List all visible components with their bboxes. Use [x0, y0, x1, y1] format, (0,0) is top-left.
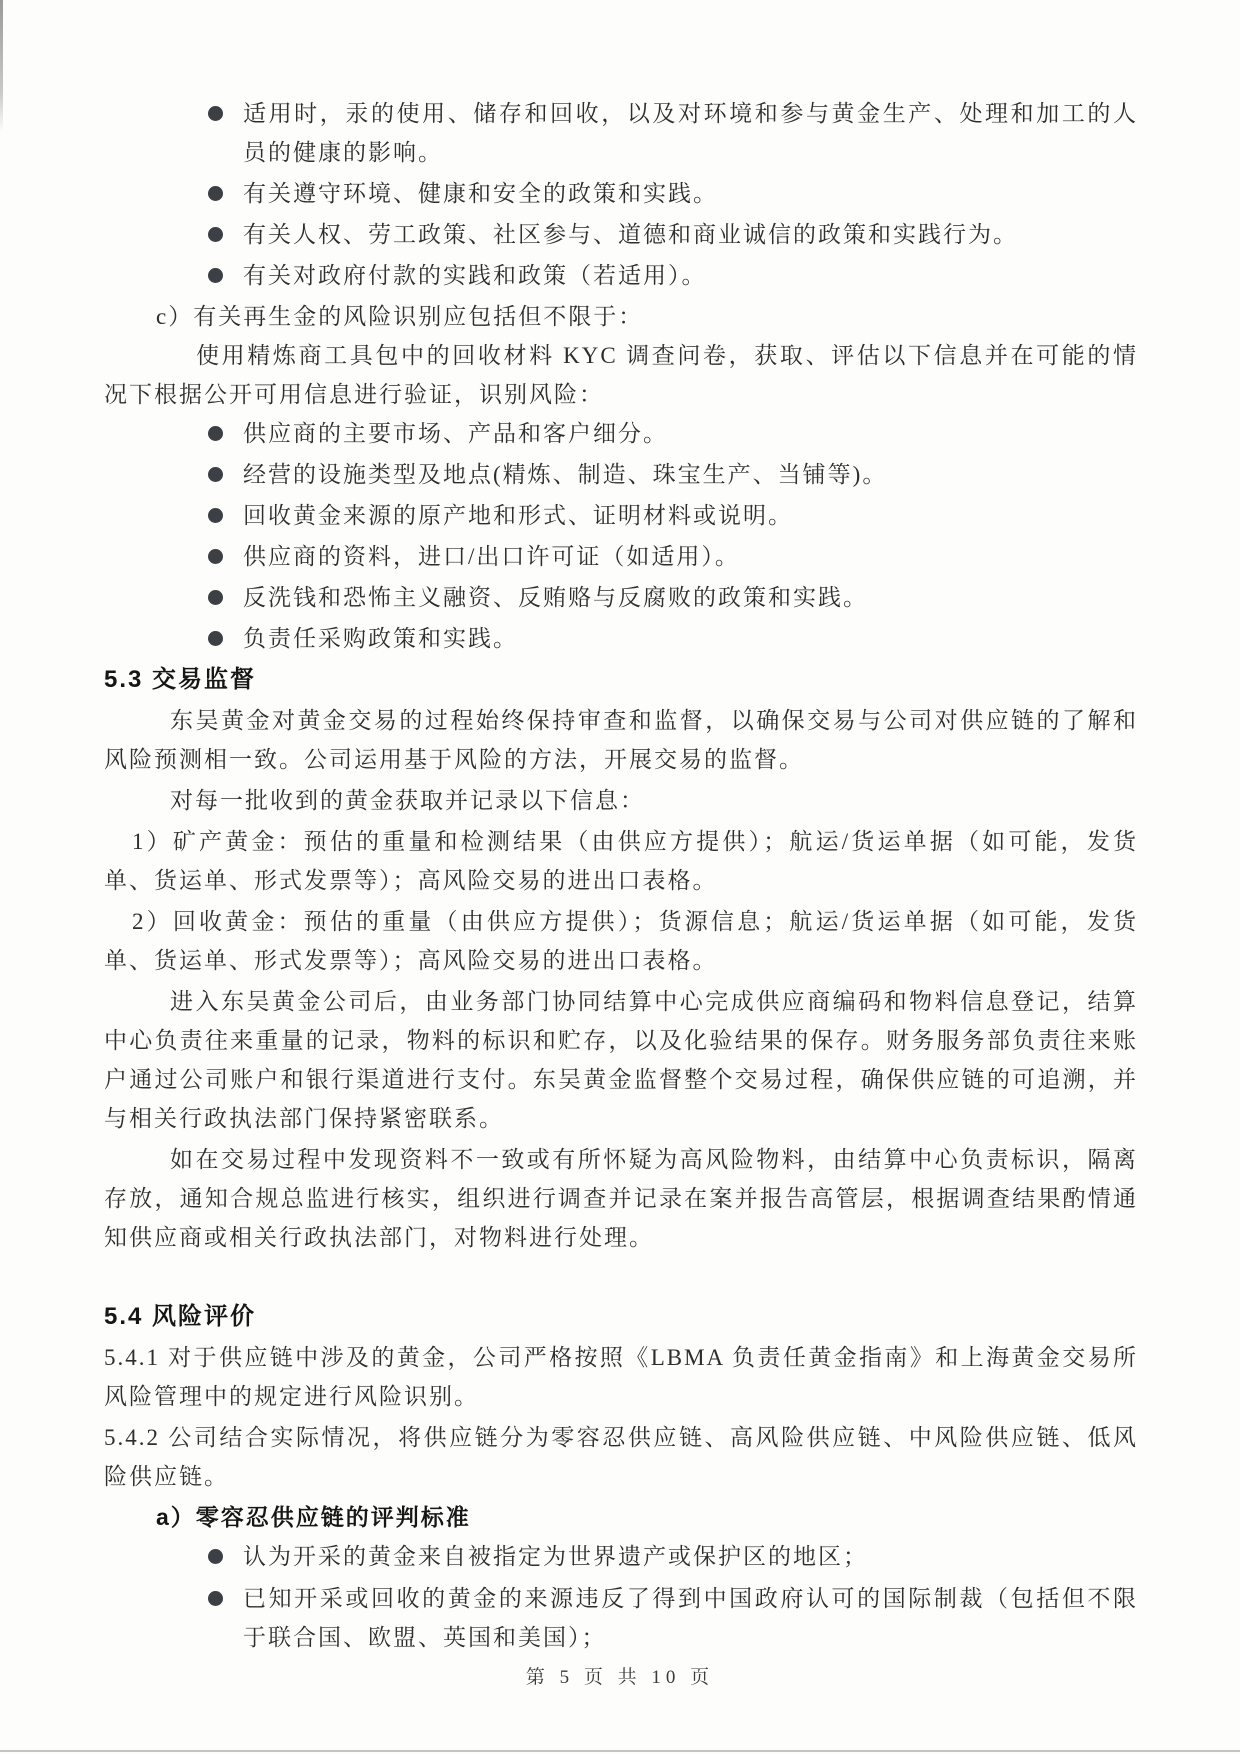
list-item	[104, 414, 1138, 453]
page-content	[104, 0, 1138, 1660]
list-item-text: 回收黄金来源的原产地和形式、证明材料或说明。	[243, 503, 793, 528]
paragraph-mined-gold-records: 1）矿产黄金：预估的重量和检测结果（由供应方提供）；航运/货运单据（如可能，发货单、货运单、形式发票等）；高风险交易的进出口表格。	[104, 829, 1138, 893]
bullet-icon	[208, 426, 223, 441]
scan-edge-artifact-bottom	[0, 1750, 1240, 1752]
list-item-text: 已知开采或回收的黄金的来源违反了得到中国政府认可的国际制裁（包括但不限于联合国、欧盟、英国和美国）；	[243, 1586, 1138, 1650]
list-item	[104, 256, 1138, 295]
paragraph-5-4-1: 5.4.1 对于供应链中涉及的黄金，公司严格按照《LBMA 负责任黄金指南》和上海黄金交易所风险管理中的规定进行风险识别。	[104, 1345, 1138, 1409]
list-item	[104, 455, 1138, 494]
bullet-icon	[208, 1591, 223, 1606]
list-item-text: 有关遵守环境、健康和安全的政策和实践。	[243, 181, 718, 206]
paragraph-5-4-2: 5.4.2 公司结合实际情况，将供应链分为零容忍供应链、高风险供应链、中风险供应链、低风险供应链。	[104, 1425, 1138, 1489]
bullet-icon	[208, 549, 223, 564]
bullet-icon	[208, 186, 223, 201]
list-item	[104, 215, 1138, 254]
bullet-icon	[208, 106, 223, 121]
paragraph-record-intro: 对每一批收到的黄金获取并记录以下信息：	[170, 788, 645, 813]
bullet-icon	[208, 1549, 223, 1564]
section-heading-5-3: 5.3 交易监督	[104, 666, 257, 693]
mined-gold-risk-list	[104, 94, 1138, 295]
list-item	[104, 1537, 1138, 1576]
bullet-icon	[208, 631, 223, 646]
paragraph-discrepancy-handling: 如在交易过程中发现资料不一致或有所怀疑为高风险物料，由结算中心负责标识，隔离存放，通知合规总监进行核实，组织进行调查并记录在案并报告高管层，根据调查结果酌情通知供应商或相关行政执法部门，对物料进行处理。	[104, 1147, 1138, 1250]
page-number: 第 5 页 共 10 页	[525, 1667, 715, 1688]
list-item	[104, 537, 1138, 576]
recycled-gold-risk-list	[104, 414, 1138, 658]
list-item-text: 认为开采的黄金来自被指定为世界遗产或保护区的地区；	[243, 1544, 868, 1569]
list-item-text: 有关对政府付款的实践和政策（若适用）。	[243, 263, 707, 288]
list-item-text: 负责任采购政策和实践。	[243, 626, 518, 651]
subsection-heading-a: a）零容忍供应链的评判标准	[156, 1504, 471, 1530]
bullet-icon	[208, 508, 223, 523]
bullet-icon	[208, 467, 223, 482]
list-item	[104, 496, 1138, 535]
paragraph-settlement-process: 进入东吴黄金公司后，由业务部门协同结算中心完成供应商编码和物料信息登记，结算中心负责往来重量的记录，物料的标识和贮存，以及化验结果的保存。财务服务部负责往来账户通过公司账户和银行渠道进行支付。东吴黄金监督整个交易过程，确保供应链的可追溯，并与相关行政执法部门保持紧密联系。	[104, 989, 1138, 1131]
paragraph-transaction-monitoring: 东吴黄金对黄金交易的过程始终保持审查和监督，以确保交易与公司对供应链的了解和风险预测相一致。公司运用基于风险的方法，开展交易的监督。	[104, 708, 1138, 772]
clause-c-label: c）有关再生金的风险识别应包括但不限于：	[156, 304, 644, 329]
list-item	[104, 619, 1138, 658]
section-heading-5-4: 5.4 风险评价	[104, 1303, 257, 1330]
list-item-text: 供应商的资料，进口/出口许可证（如适用）。	[243, 544, 740, 569]
list-item	[104, 1579, 1138, 1657]
list-item-text: 适用时，汞的使用、储存和回收，以及对环境和参与黄金生产、处理和加工的人员的健康的影响。	[243, 101, 1138, 165]
bullet-icon	[208, 227, 223, 242]
list-item	[104, 578, 1138, 617]
list-item	[104, 174, 1138, 213]
scan-edge-artifact-left	[0, 0, 3, 132]
list-item-text: 供应商的主要市场、产品和客户细分。	[243, 421, 668, 446]
paragraph-recycled-gold-records: 2）回收黄金：预估的重量（由供应方提供）；货源信息；航运/货运单据（如可能，发货单、货运单、形式发票等）；高风险交易的进出口表格。	[104, 909, 1138, 973]
bullet-icon	[208, 268, 223, 283]
list-item	[104, 94, 1138, 172]
list-item-text: 有关人权、劳工政策、社区参与、道德和商业诚信的政策和实践行为。	[243, 222, 1018, 247]
list-item-text: 反洗钱和恐怖主义融资、反贿赂与反腐败的政策和实践。	[243, 585, 868, 610]
list-item-text: 经营的设施类型及地点(精炼、制造、珠宝生产、当铺等)。	[243, 462, 888, 487]
zero-tolerance-criteria-list	[104, 1537, 1138, 1657]
kyc-intro-paragraph: 使用精炼商工具包中的回收材料 KYC 调查问卷，获取、评估以下信息并在可能的情况下根据公开可用信息进行验证，识别风险：	[104, 343, 1138, 407]
bullet-icon	[208, 590, 223, 605]
